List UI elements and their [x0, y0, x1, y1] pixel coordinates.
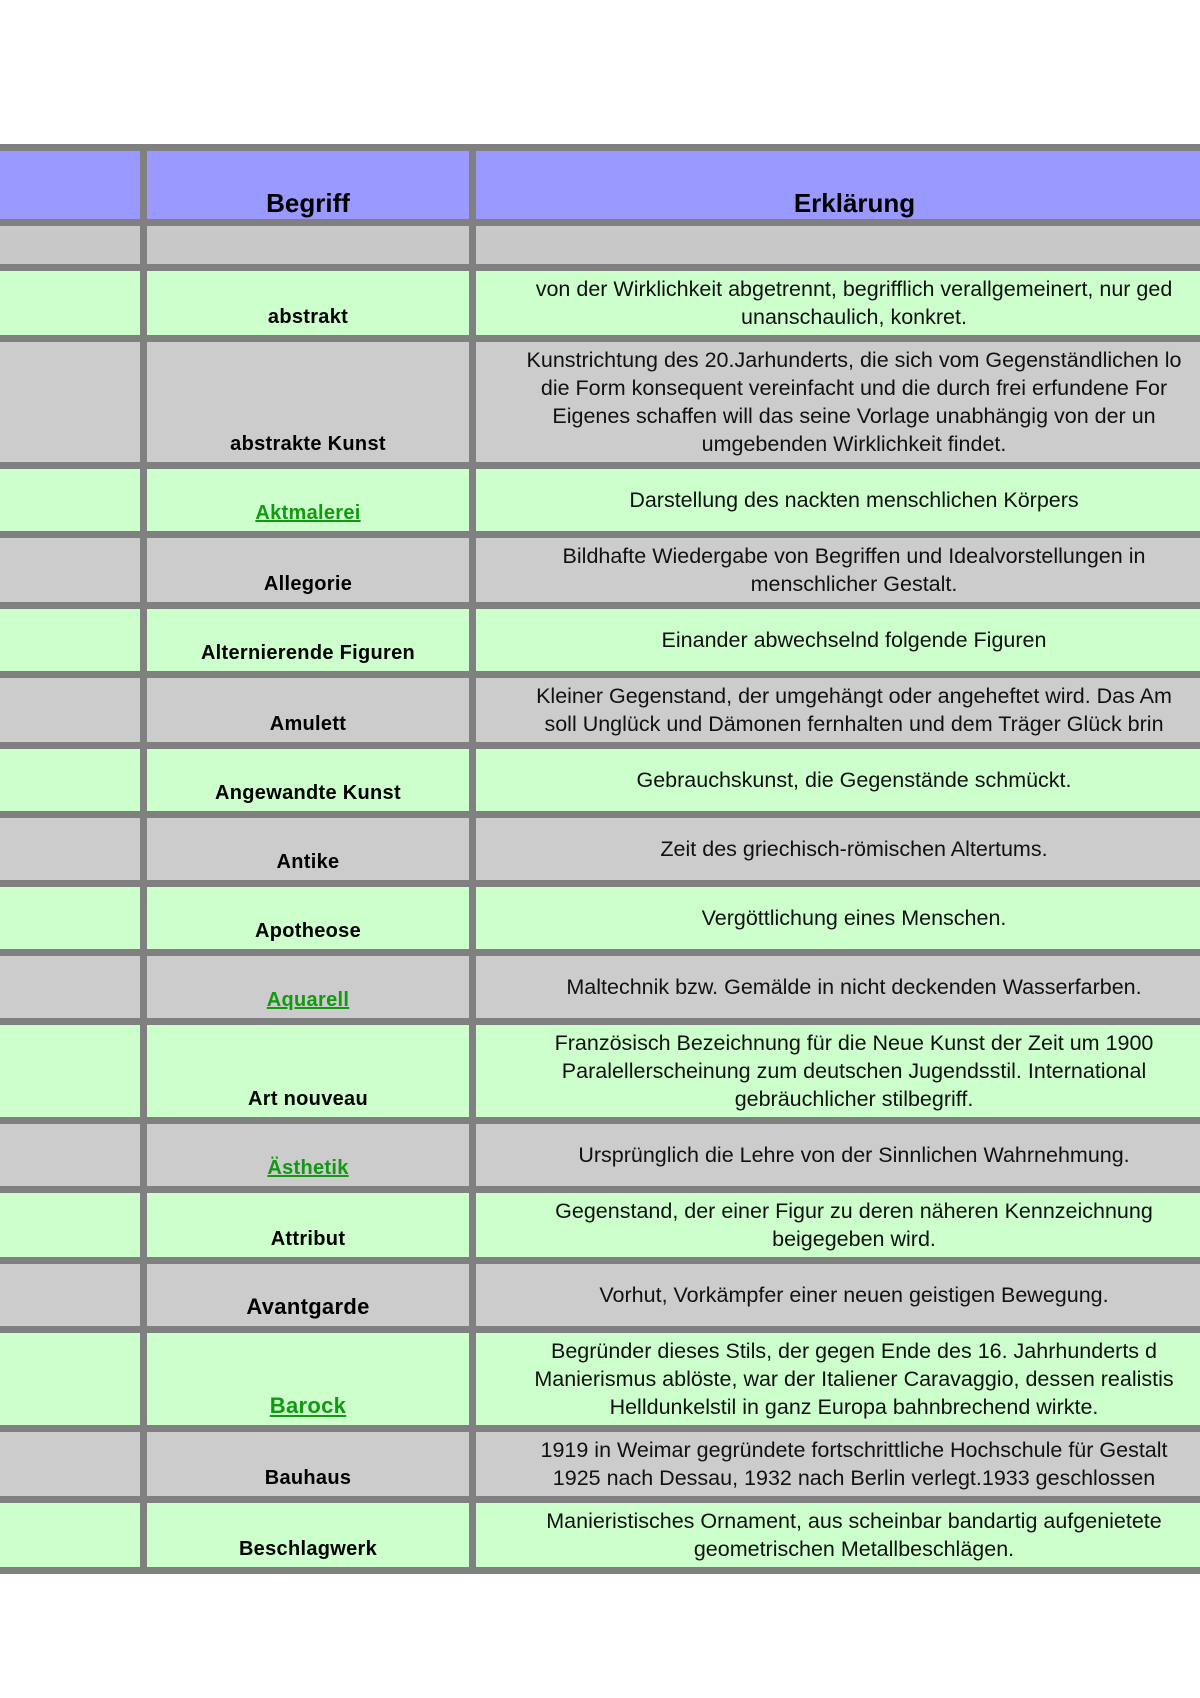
definition-cell [476, 887, 1200, 956]
definition-cell [476, 1193, 1200, 1264]
table-row [0, 469, 1200, 538]
table-row [0, 342, 1200, 469]
row-gutter-cell [0, 678, 147, 749]
spacer-cell [147, 226, 476, 271]
definition-text [476, 1436, 1200, 1492]
definition-text [476, 973, 1200, 1001]
definition-line: Bildhafte Wiedergabe von Begriffen und Idealvorstellungen in [562, 544, 1146, 568]
definition-text [476, 1281, 1200, 1309]
term-link[interactable]: Ästhetik [147, 1124, 476, 1193]
definition-line: 1919 in Weimar gegründete fortschrittliche Hochschule für Gestalt [540, 1438, 1168, 1462]
definition-line: Vergöttlichung eines Menschen. [701, 906, 1007, 930]
term-cell: Angewandte Kunst [147, 749, 476, 818]
row-gutter-cell [0, 818, 147, 887]
definition-text [476, 626, 1200, 654]
table-row [0, 1264, 1200, 1333]
definition-text [476, 486, 1200, 514]
definition-line: Französisch Bezeichnung für die Neue Kunst der Zeit um 1900 [554, 1031, 1154, 1055]
table-row [0, 271, 1200, 342]
definition-text [476, 1141, 1200, 1169]
definition-text [476, 835, 1200, 863]
term-cell: Avantgarde [147, 1264, 476, 1333]
header-erklaerung: Erklärung [476, 144, 1200, 226]
definition-cell [476, 1025, 1200, 1124]
header-row [0, 144, 1200, 226]
definition-line: Kunstrichtung des 20.Jarhunderts, die sich vom Gegenständlichen lo [526, 348, 1182, 372]
definition-cell [476, 538, 1200, 609]
term-cell: Bauhaus [147, 1432, 476, 1503]
definition-text [476, 1507, 1200, 1563]
definition-cell [476, 1333, 1200, 1432]
table-row [0, 1503, 1200, 1574]
row-gutter-cell [0, 749, 147, 818]
definition-cell [476, 749, 1200, 818]
row-gutter-cell [0, 1025, 147, 1124]
header-cell-empty [0, 144, 147, 226]
definition-text [476, 346, 1200, 458]
row-gutter-cell [0, 469, 147, 538]
definition-cell [476, 678, 1200, 749]
row-gutter-cell [0, 271, 147, 342]
row-gutter-cell [0, 956, 147, 1025]
definition-line: Vorhut, Vorkämpfer einer neuen geistigen Bewegung. [599, 1283, 1109, 1307]
definition-cell [476, 956, 1200, 1025]
term-cell: Amulett [147, 678, 476, 749]
term-cell: Beschlagwerk [147, 1503, 476, 1574]
table-row [0, 1333, 1200, 1432]
glossary-table [0, 144, 1200, 1574]
row-gutter-cell [0, 609, 147, 678]
row-gutter-cell [0, 887, 147, 956]
spacer-row [0, 226, 1200, 271]
term-cell: Attribut [147, 1193, 476, 1264]
table-row [0, 1193, 1200, 1264]
definition-line: Ursprünglich die Lehre von der Sinnlichen Wahrnehmung. [578, 1143, 1130, 1167]
definition-line: Gegenstand, der einer Figur zu deren näheren Kennzeichnung [555, 1199, 1153, 1223]
definition-cell [476, 1124, 1200, 1193]
definition-cell [476, 1503, 1200, 1574]
spreadsheet-page [0, 144, 1200, 1574]
definition-line: von der Wirklichkeit abgetrennt, begrifflich verallgemeinert, nur ged [535, 277, 1173, 301]
spacer-cell [0, 226, 147, 271]
definition-line: Eigenes schaffen will das seine Vorlage unabhängig von der un [552, 404, 1156, 428]
table-row [0, 956, 1200, 1025]
definition-cell [476, 271, 1200, 342]
term-link[interactable]: Aquarell [147, 956, 476, 1025]
table-row [0, 749, 1200, 818]
definition-text [476, 1337, 1200, 1421]
term-cell: Allegorie [147, 538, 476, 609]
definition-line: menschlicher Gestalt. [750, 572, 958, 596]
definition-line: Manieristisches Ornament, aus scheinbar bandartig aufgenietete [546, 1509, 1162, 1533]
table-row [0, 887, 1200, 956]
definition-line: Begründer dieses Stils, der gegen Ende des 16. Jahrhunderts d [551, 1339, 1157, 1363]
row-gutter-cell [0, 538, 147, 609]
definition-cell [476, 1432, 1200, 1503]
definition-line: Kleiner Gegenstand, der umgehängt oder angeheftet wird. Das Am [536, 684, 1172, 708]
row-gutter-cell [0, 1193, 147, 1264]
term-cell: Apotheose [147, 887, 476, 956]
definition-line: die Form konsequent vereinfacht und die durch frei erfundene For [540, 376, 1168, 400]
definition-cell [476, 818, 1200, 887]
definition-text [476, 766, 1200, 794]
term-cell: abstrakte Kunst [147, 342, 476, 469]
definition-text [476, 1197, 1200, 1253]
definition-text [476, 275, 1200, 331]
definition-text [476, 1029, 1200, 1113]
table-row [0, 678, 1200, 749]
row-gutter-cell [0, 1124, 147, 1193]
definition-line: Darstellung des nackten menschlichen Körpers [629, 488, 1079, 512]
table-row [0, 818, 1200, 887]
row-gutter-cell [0, 1264, 147, 1333]
definition-line: beigegeben wird. [772, 1227, 936, 1251]
definition-line: Manierismus ablöste, war der Italiener Caravaggio, dessen realistis [534, 1367, 1174, 1391]
definition-text [476, 542, 1200, 598]
term-link[interactable]: Aktmalerei [147, 469, 476, 538]
table-row [0, 1124, 1200, 1193]
spacer-cell [476, 226, 1200, 271]
row-gutter-cell [0, 342, 147, 469]
definition-line: gebräuchlicher stilbegriff. [734, 1087, 974, 1111]
term-cell: abstrakt [147, 271, 476, 342]
definition-text [476, 904, 1200, 932]
definition-line: geometrischen Metallbeschlägen. [693, 1537, 1015, 1561]
definition-line: Paralellerscheinung zum deutschen Jugendsstil. International [561, 1059, 1147, 1083]
term-cell: Alternierende Figuren [147, 609, 476, 678]
definition-text [476, 682, 1200, 738]
row-gutter-cell [0, 1503, 147, 1574]
table-row [0, 538, 1200, 609]
definition-cell [476, 342, 1200, 469]
definition-line: Einander abwechselnd folgende Figuren [661, 628, 1047, 652]
definition-line: Gebrauchskunst, die Gegenstände schmückt. [636, 768, 1072, 792]
definition-line: Zeit des griechisch-römischen Altertums. [660, 837, 1048, 861]
definition-line: soll Unglück und Dämonen fernhalten und dem Träger Glück brin [544, 712, 1164, 736]
header-begriff: Begriff [147, 144, 476, 226]
definition-line: unanschaulich, konkret. [741, 305, 967, 329]
term-link[interactable]: Barock [147, 1333, 476, 1432]
definition-line: umgebenden Wirklichkeit findet. [701, 432, 1007, 456]
definition-cell [476, 1264, 1200, 1333]
definition-cell [476, 469, 1200, 538]
table-row [0, 1025, 1200, 1124]
term-cell: Antike [147, 818, 476, 887]
definition-line: 1925 nach Dessau, 1932 nach Berlin verlegt.1933 geschlossen [552, 1466, 1156, 1490]
definition-cell [476, 609, 1200, 678]
term-cell: Art nouveau [147, 1025, 476, 1124]
row-gutter-cell [0, 1432, 147, 1503]
table-row [0, 609, 1200, 678]
definition-line: Maltechnik bzw. Gemälde in nicht deckenden Wasserfarben. [566, 975, 1142, 999]
table-row [0, 1432, 1200, 1503]
row-gutter-cell [0, 1333, 147, 1432]
definition-line: Helldunkelstil in ganz Europa bahnbrechend wirkte. [609, 1395, 1099, 1419]
